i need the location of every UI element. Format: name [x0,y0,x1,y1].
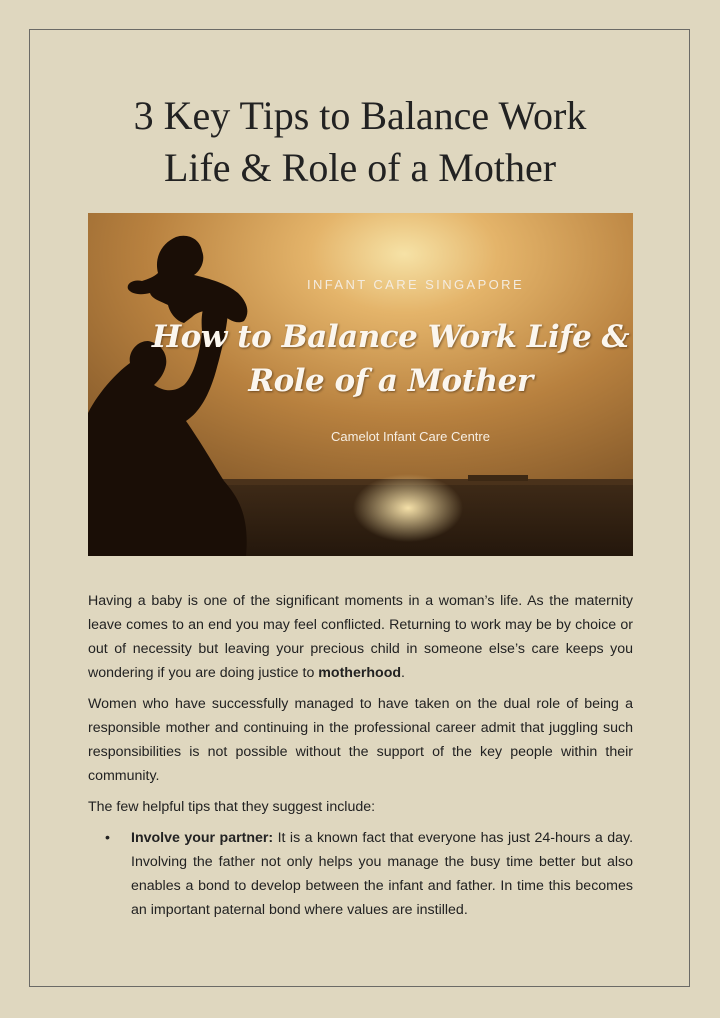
motherhood-emphasis: motherhood [318,665,402,681]
hero-headline-line-1: How to Balance Work Life & [151,319,630,355]
paragraph-intro [88,589,633,685]
page-title [60,90,660,194]
title-line-1: 3 Key Tips to Balance Work [133,93,587,138]
paragraph-intro-end: . [401,665,405,681]
article-body [88,589,633,922]
title-line-2: Life & Role of a Mother [163,145,557,190]
tips-list [88,826,633,922]
paragraph-dual-role: Women who have successfully managed to have taken on the dual role of being a responsible mother and continuing in the professional career admit that juggling such responsibilities is not possible without the support of the key people within their community. [88,696,633,784]
tip-heading: Involve your partner: [131,830,274,846]
tip-text: It is a known fact that everyone has just 24-hours a day. Involving the father not only helps you manage the busy time better but also enables a bond to develop between the infant and father. In time this becomes an important paternal bond where values are instilled. [131,830,634,918]
paragraph-intro-text: Having a baby is one of the significant moments in a woman’s life. As the maternity leave comes to an end you may feel conflicted. Returning to work may be by choice or out of necessity but leaving your precious child in someone else’s care keeps you wondering if you are doing justice to [88,593,633,681]
list-item [105,826,634,922]
hero-centre-name: Camelot Infant Care Centre [331,429,490,444]
paragraph-tips-intro: The few helpful tips that they suggest include: [88,799,376,815]
hero-headline-line-2: Role of a Mother [248,363,533,399]
bullet-marker: • [105,830,110,846]
hero-image [88,213,633,556]
hero-kicker: INFANT CARE SINGAPORE [306,277,525,292]
